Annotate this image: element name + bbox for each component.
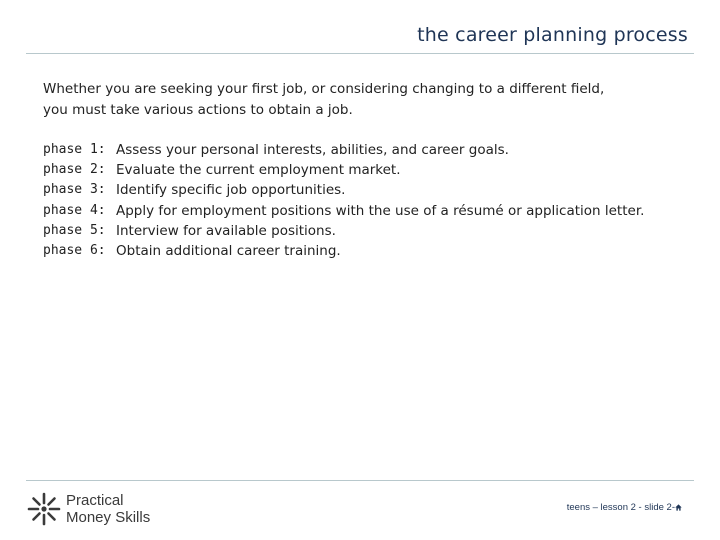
phase-label: phase 3: bbox=[43, 182, 106, 198]
logo-line-1: Practical bbox=[66, 492, 124, 509]
logo-line-2: Money Skills bbox=[66, 509, 151, 526]
bottom-divider bbox=[26, 480, 694, 481]
phase-row bbox=[43, 221, 693, 241]
phase-text: Apply for employment positions with the use of a résumé or application letter. bbox=[116, 202, 645, 219]
practical-money-skills-logo bbox=[26, 490, 166, 528]
phase-text: Evaluate the current employment market. bbox=[116, 162, 401, 179]
footer-slide-reference bbox=[567, 502, 682, 513]
logo-wordmark bbox=[66, 492, 150, 526]
phase-label: phase 6: bbox=[43, 243, 106, 259]
intro-line-1: Whether you are seeking your first job, or considering changing to a different field, bbox=[43, 81, 605, 97]
starburst-icon bbox=[26, 491, 62, 527]
phase-label: phase 1: bbox=[43, 142, 106, 157]
phase-row bbox=[43, 160, 693, 180]
intro-paragraph bbox=[43, 79, 683, 120]
phase-text: Interview for available positions. bbox=[116, 222, 336, 239]
phase-label: phase 2: bbox=[43, 162, 106, 178]
slide-title: the career planning process bbox=[417, 24, 688, 46]
phase-text: Obtain additional career training. bbox=[116, 243, 341, 260]
phase-list bbox=[43, 140, 693, 261]
phase-text: Identify specific job opportunities. bbox=[116, 182, 346, 199]
phase-row bbox=[43, 241, 693, 261]
house-icon bbox=[675, 504, 682, 511]
intro-line-2: you must take various actions to obtain a job. bbox=[43, 101, 353, 118]
phase-label: phase 5: bbox=[43, 222, 106, 238]
phase-label: phase 4: bbox=[43, 202, 106, 218]
top-divider bbox=[26, 53, 694, 54]
phase-row bbox=[43, 180, 693, 200]
phase-text: Assess your personal interests, abilities, and career goals. bbox=[116, 142, 509, 158]
phase-row bbox=[43, 140, 693, 160]
phase-row bbox=[43, 201, 693, 221]
footer-label: teens – lesson 2 - slide 2- bbox=[566, 502, 675, 513]
